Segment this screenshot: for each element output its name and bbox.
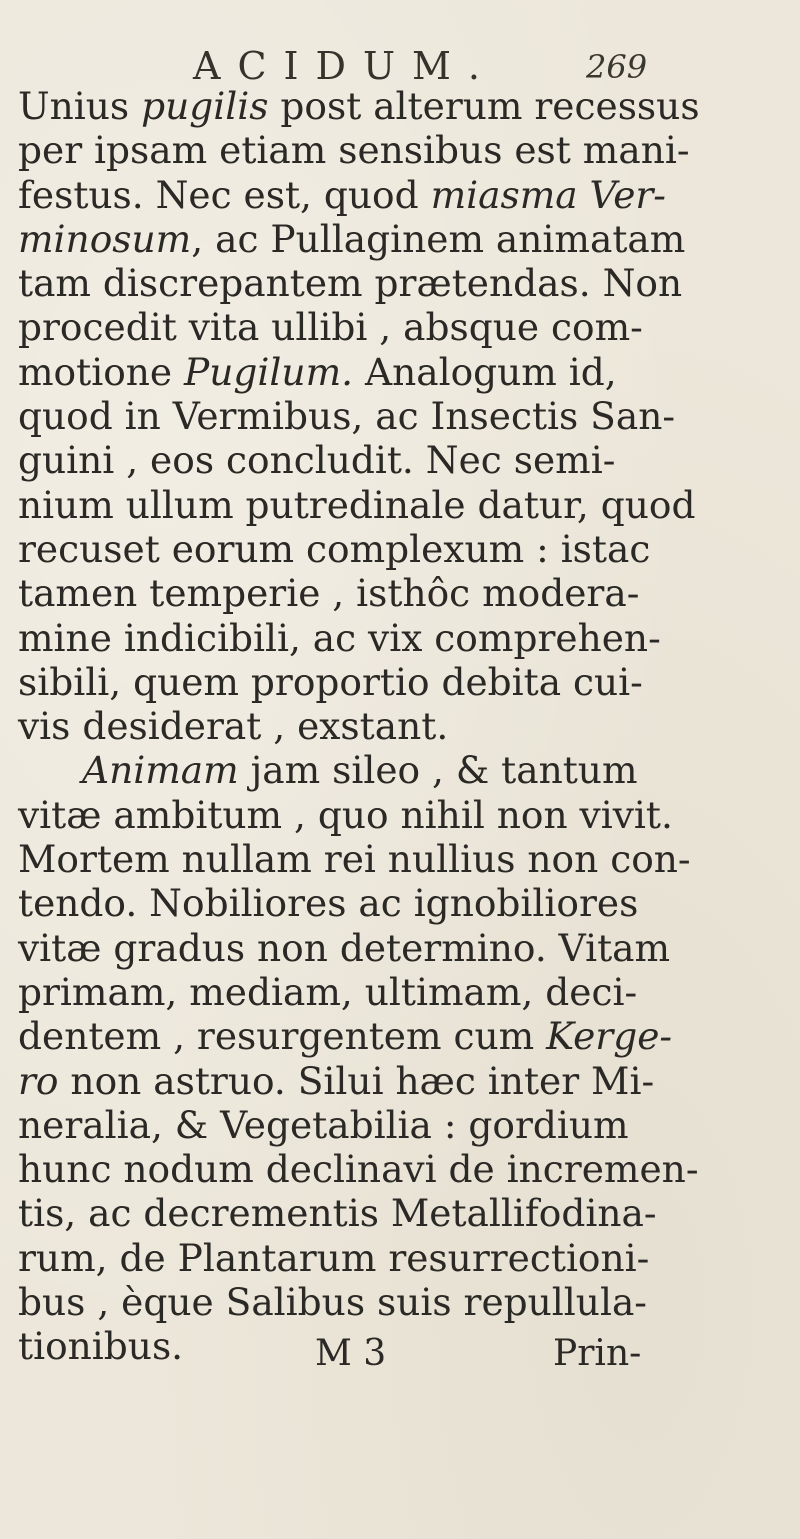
text-line: primam, mediam, ultimam, deci- (18, 969, 638, 1014)
body-text (18, 84, 700, 1369)
text-line: festus. Nec est, quod miasma Ver- (18, 172, 666, 217)
text-line: vitæ gradus non determino. Vitam (18, 925, 671, 970)
text-line: mine indicibili, ac vix comprehen- (18, 615, 661, 660)
text-line: bus , èque Salibus suis repullula- (18, 1280, 647, 1325)
text-line: vis desiderat , exstant. (18, 704, 449, 749)
text-line: nium ullum putredinale datur, quod (18, 482, 696, 527)
page-header (0, 40, 800, 90)
text-line: tam discrepantem prætendas. Non (18, 261, 683, 306)
text-line: neralia, & Vegetabilia : gordium (18, 1102, 629, 1147)
text-line: rum, de Plantarum resurrectioni- (18, 1235, 650, 1280)
text-line: ro non astruo. Silui hæc inter Mi- (18, 1058, 655, 1103)
text-line: Animam jam sileo , & tantum (82, 748, 638, 793)
text-line: procedit vita ullibi , absque com- (18, 305, 643, 350)
text-line: guini , eos concludit. Nec semi- (18, 438, 616, 483)
text-line: per ipsam etiam sensibus est mani- (18, 128, 690, 173)
text-line: sibili, quem proportio debita cui- (18, 659, 643, 704)
text-line: motione Pugilum. Analogum id, (18, 349, 617, 394)
text-line: minosum, ac Pullaginem animatam (18, 216, 686, 261)
page-footer (0, 1333, 800, 1383)
text-line: Mortem nullam rei nullius non con- (18, 837, 691, 882)
text-line: tis, ac decrementis Metallifodina- (18, 1191, 657, 1236)
catchword: Prin- (553, 1333, 642, 1374)
text-line: hunc nodum declinavi de incremen- (18, 1147, 699, 1192)
text-line: tamen temperie , isthôc modera- (18, 571, 640, 616)
text-line: tionibus. (18, 1324, 184, 1369)
running-title: ACIDUM. (193, 44, 498, 88)
text-line: dentem , resurgentem cum Kerge- (18, 1014, 673, 1059)
text-line: Unius pugilis post alterum recessus (18, 84, 700, 128)
page-number: 269 (586, 48, 648, 86)
signature-mark: M 3 (315, 1333, 387, 1374)
text-line: quod in Vermibus, ac Insectis San- (18, 394, 676, 439)
text-line: vitæ ambitum , quo nihil non vivit. (18, 792, 673, 837)
text-line: tendo. Nobiliores ac ignobiliores (18, 881, 639, 926)
text-line: recuset eorum complexum : istac (18, 526, 651, 571)
